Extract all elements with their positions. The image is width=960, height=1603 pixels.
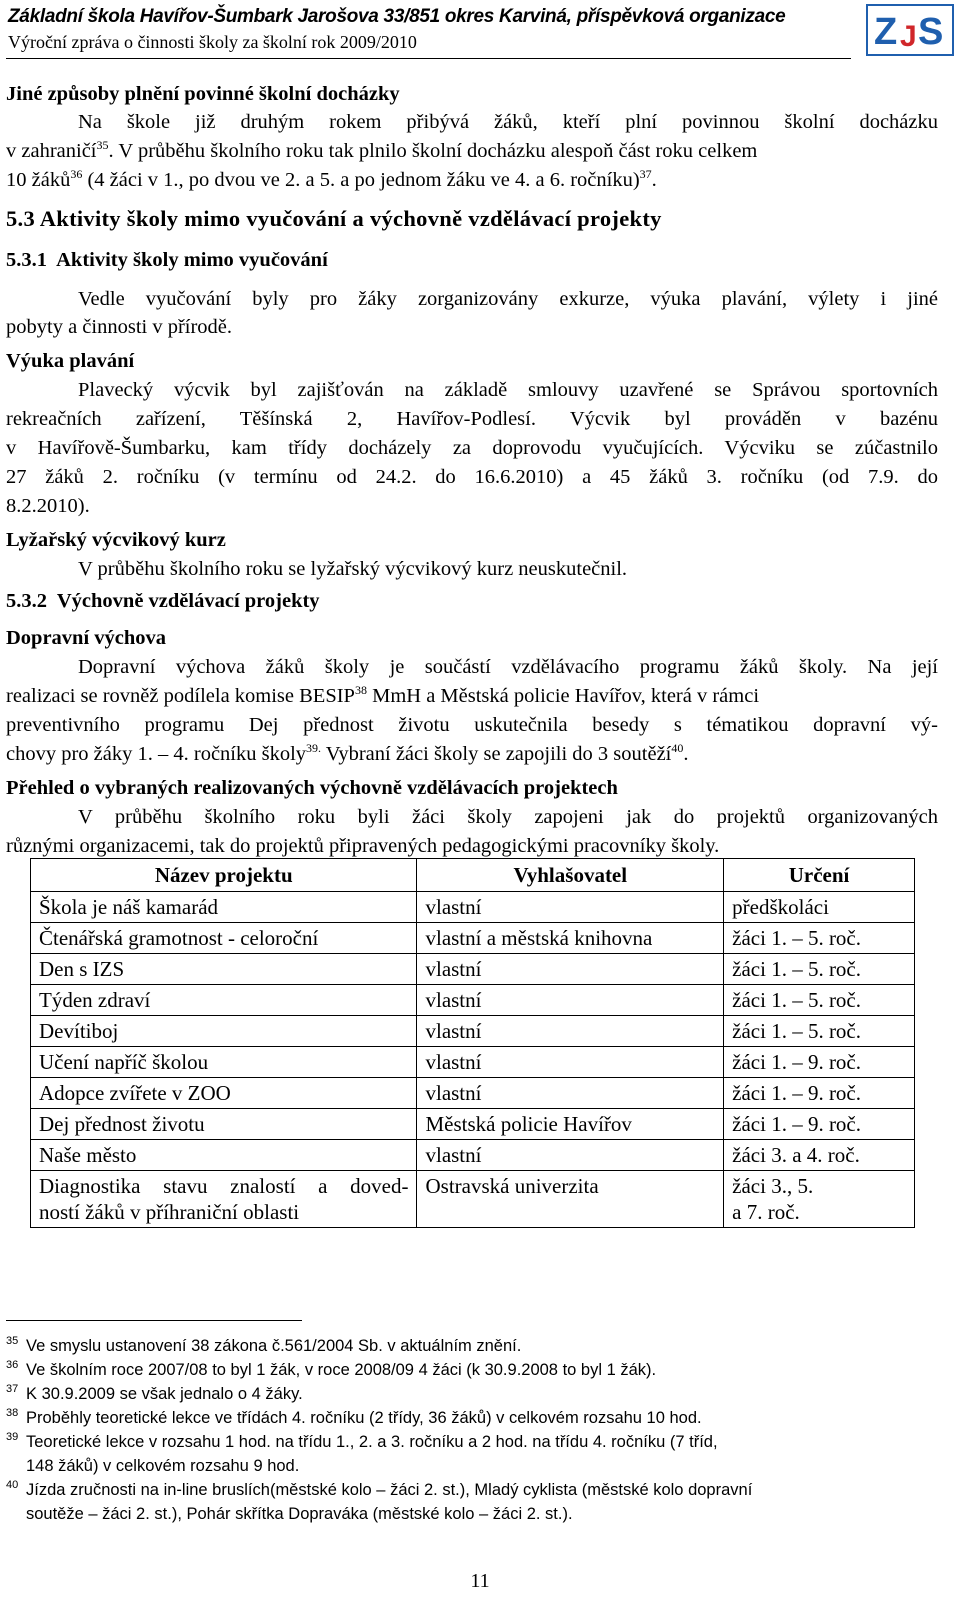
table-cell-line: Diagnostika stavu znalostí a doved-: [39, 1174, 409, 1198]
paragraph-line: různými organizacemi, tak do projektů připravených pedagogickými pracovníky školy.: [6, 835, 720, 857]
footnote-separator: [6, 1320, 302, 1321]
table-cell: vlastní: [417, 892, 724, 923]
footnote-number: 39: [6, 1431, 19, 1443]
paragraph-line: v Havířově-Šumbarku, kam třídy docházely za doprovodu vyučujících. Výcviku se zúčastnilo: [6, 437, 938, 459]
table-cell: žáci 1. – 9. roč.: [724, 1047, 915, 1078]
table-header-row: [31, 859, 915, 892]
paragraph-line: pobyty a činnosti v přírodě.: [6, 316, 233, 338]
section-heading-5-3-2: 5.3.2 Výchovně vzdělávací projekty: [6, 590, 320, 612]
table-cell-line: ností žáků v příhraniční oblasti: [39, 1200, 300, 1224]
footnote-text: Jízda zručnosti na in-line bruslích(městské kolo – žáci 2. st.), Mladý cyklista (městské kolo dopravní: [26, 1481, 753, 1499]
table-cell: vlastní: [417, 1078, 724, 1109]
footnote: [6, 1382, 941, 1406]
footnote: [6, 1358, 941, 1382]
table-row: [31, 1109, 915, 1140]
footnote-ref: 40: [671, 741, 684, 756]
footnote-text: Ve smyslu ustanovení 38 zákona č.561/2004 Sb. v aktuálním znění.: [26, 1337, 522, 1355]
heading-prehled-projektu: Přehled o vybraných realizovaných výchovně vzdělávacích projektech: [6, 777, 618, 799]
table-header-cell: Název projektu: [31, 859, 417, 892]
heading-lyzarsky-kurz: Lyžařský výcvikový kurz: [6, 529, 226, 551]
table-cell: předškoláci: [724, 892, 915, 923]
footnote-text: Ve školním roce 2007/08 to byl 1 žák, v roce 2008/09 4 žáci (k 30.9.2008 to byl 1 žák).: [26, 1361, 657, 1379]
heading-dopravni-vychova: Dopravní výchova: [6, 627, 167, 649]
table-header-cell: Určení: [724, 859, 915, 892]
footnote: [6, 1478, 941, 1526]
paragraph-line: V průběhu školního roku se lyžařský výcvikový kurz neuskutečnil.: [78, 558, 628, 580]
svg-text:J: J: [900, 20, 917, 53]
table-row: [31, 985, 915, 1016]
footnote-text: soutěže – žáci 2. st.), Pohár skřítka Dopraváka (městské kolo – žáci 2. st.).: [26, 1505, 573, 1523]
section-heading-5-3: 5.3 Aktivity školy mimo vyučování a výchovně vzdělávací projekty: [6, 206, 662, 231]
section-heading-5-3-1: 5.3.1 Aktivity školy mimo vyučování: [6, 249, 328, 271]
projects-table: [30, 858, 915, 1228]
table-cell: vlastní: [417, 954, 724, 985]
header-school-name: Základní škola Havířov-Šumbark Jarošova 33/851 okres Karviná, příspěvková organizace: [8, 6, 786, 27]
table-cell: Čtenářská gramotnost - celoroční: [31, 923, 417, 954]
paragraph-line: rekreačních zařízení, Těšínská 2, Havířov-Podlesí. Výcvik byl prováděn v bazénu: [6, 408, 938, 430]
paragraph-line: Na škole již druhým rokem přibývá žáků, kteří plní povinnou školní docházku: [78, 111, 938, 133]
table-cell: vlastní: [417, 1140, 724, 1171]
footnote-ref: 36: [70, 167, 83, 182]
heading-vyuka-plavani: Výuka plavání: [6, 350, 135, 372]
table-cell-line: žáci 3., 5.: [732, 1174, 814, 1198]
table-header-cell: Vyhlašovatel: [417, 859, 724, 892]
table-cell: žáci 1. – 9. roč.: [724, 1078, 915, 1109]
table-cell: Týden zdraví: [31, 985, 417, 1016]
table-row: [31, 1171, 915, 1228]
heading-jine-zpusoby: Jiné způsoby plnění povinné školní docházky: [6, 83, 400, 105]
table-row: [31, 923, 915, 954]
footnote-text: Proběhly teoretické lekce ve třídách 4. ročníku (2 třídy, 36 žáků) v celkovém rozsahu 10 hod.: [26, 1409, 702, 1427]
footnote-number: 38: [6, 1407, 19, 1419]
school-logo: [866, 4, 954, 56]
footnote-ref: 35: [96, 138, 109, 153]
table-cell: žáci 1. – 5. roč.: [724, 985, 915, 1016]
paragraph-line: preventivního programu Dej přednost životu uskutečnila besedy s tématikou dopravní vý-: [6, 714, 938, 736]
table-cell: Adopce zvířete v ZOO: [31, 1078, 417, 1109]
table-cell: Ostravská univerzita: [417, 1171, 724, 1228]
table-row: [31, 954, 915, 985]
school-logo-icon: [866, 4, 954, 56]
footnote-ref: 37: [639, 167, 652, 182]
paragraph-line: Plavecký výcvik byl zajišťován na základě smlouvy uzavřené se Správou sportovních: [78, 379, 938, 401]
table-row: [31, 1047, 915, 1078]
paragraph-line: Vedle vyučování byly pro žáky zorganizovány exkurze, výuka plavání, výlety i jiné: [78, 288, 938, 310]
paragraph-line: chovy pro žáky 1. – 4. ročníku školy$^{39.}$ Vybraní žáci školy se zapojili do 3 soutěží$^{40}$.: [6, 741, 689, 765]
svg-text:S: S: [918, 11, 944, 53]
paragraph-line: 27 žáků 2. ročníku (v termínu od 24.2. do 16.6.2010) a 45 žáků 3. ročníku (od 7.9. do: [6, 466, 938, 488]
footnote-number: 36: [6, 1359, 19, 1371]
table-cell: žáci 1. – 9. roč.: [724, 1109, 915, 1140]
table-cell: Učení napříč školou: [31, 1047, 417, 1078]
table-cell: [31, 1171, 417, 1228]
paragraph-line: realizaci se rovněž podílela komise BESIP$^{38}$ MmH a Městská policie Havířov, která v rámci: [6, 683, 760, 707]
table-cell: Devítiboj: [31, 1016, 417, 1047]
paragraph-line: v zahraničí$^{35}$. V průběhu školního roku tak plnilo školní docházku alespoň část roku celkem: [6, 138, 758, 162]
paragraph-line: V průběhu školního roku byli žáci školy zapojeni jak do projektů organizovaných: [78, 806, 938, 828]
footnote-text: K 30.9.2009 se však jednalo o 4 žáky.: [26, 1385, 303, 1403]
svg-text:Z: Z: [874, 11, 898, 53]
table-cell: žáci 3. a 4. roč.: [724, 1140, 915, 1171]
table-cell: Den s IZS: [31, 954, 417, 985]
footnote: [6, 1334, 941, 1358]
header-divider: [6, 58, 851, 59]
table-cell: Škola je náš kamarád: [31, 892, 417, 923]
table-cell: žáci 1. – 5. roč.: [724, 923, 915, 954]
footnote-ref: 38: [354, 683, 367, 698]
table-row: [31, 892, 915, 923]
table-row: [31, 1078, 915, 1109]
paragraph-line: Dopravní výchova žáků školy je součástí vzdělávacího programu žáků školy. Na její: [78, 656, 938, 678]
table-cell: žáci 1. – 5. roč.: [724, 1016, 915, 1047]
table-cell: Městská policie Havířov: [417, 1109, 724, 1140]
footnote-number: 37: [6, 1383, 19, 1395]
table-cell: Dej přednost životu: [31, 1109, 417, 1140]
header-report-title: Výroční zpráva o činnosti školy za školní rok 2009/2010: [8, 32, 417, 52]
table-cell: vlastní: [417, 1016, 724, 1047]
table-row: [31, 1140, 915, 1171]
paragraph-line: 8.2.2010).: [6, 495, 90, 517]
table-cell: žáci 1. – 5. roč.: [724, 954, 915, 985]
table-row: [31, 1016, 915, 1047]
footnote-text: Teoretické lekce v rozsahu 1 hod. na třídu 1., 2. a 3. ročníku a 2 hod. na třídu 4. ročníku (7 tříd,: [26, 1433, 718, 1451]
table-cell: vlastní: [417, 985, 724, 1016]
table-cell: vlastní: [417, 1047, 724, 1078]
paragraph-line: 10 žáků$^{36}$ (4 žáci v 1., po dvou ve 2. a 5. a po jednom žáku ve 4. a 6. ročníku)$^{37}$.: [6, 167, 657, 191]
footnote-ref: 39.: [306, 741, 322, 756]
footnote: [6, 1430, 941, 1478]
page-number: 11: [470, 1570, 490, 1592]
footnote-text: 148 žáků) v celkovém rozsahu 9 hod.: [26, 1457, 300, 1475]
footnote: [6, 1406, 941, 1430]
table-cell: [724, 1171, 915, 1228]
footnote-number: 40: [6, 1479, 19, 1491]
table-cell: Naše město: [31, 1140, 417, 1171]
table-cell: vlastní a městská knihovna: [417, 923, 724, 954]
footnote-number: 35: [6, 1335, 19, 1347]
table-cell-line: a 7. roč.: [732, 1200, 800, 1224]
